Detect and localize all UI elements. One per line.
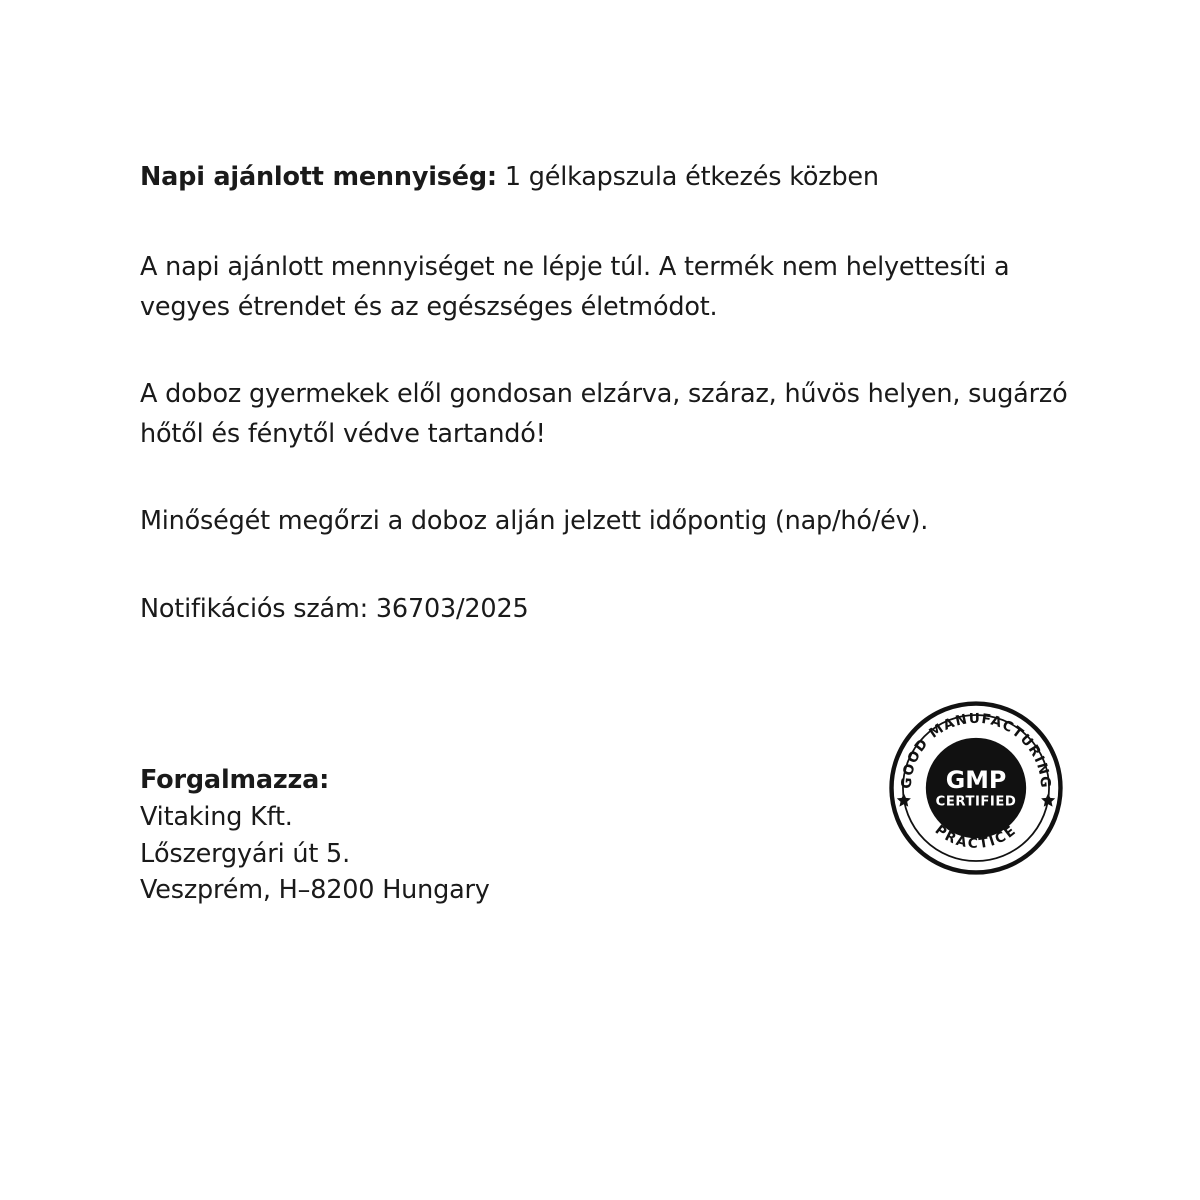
daily-dosage-value: 1 gélkapszula étkezés közben bbox=[496, 162, 879, 192]
warning-paragraph-diet: A napi ajánlott mennyiséget ne lépje túl. A termék nem helyettesíti a vegyes étrendet és az egészséges életmódot. bbox=[140, 252, 1010, 322]
daily-dosage-line bbox=[140, 160, 1090, 194]
svg-text:GMP: GMP bbox=[945, 766, 1007, 794]
label-text-block bbox=[140, 160, 1090, 628]
best-before-paragraph: Minőségét megőrzi a doboz alján jelzett időpontig (nap/hó/év). bbox=[140, 506, 929, 537]
distributor-city: Veszprém, H–8200 Hungary bbox=[140, 875, 490, 906]
distributor-title: Forgalmazza: bbox=[140, 765, 330, 795]
notification-number: Notifikációs szám: 36703/2025 bbox=[140, 594, 529, 624]
warning-paragraph-storage: A doboz gyermekek elől gondosan elzárva, száraz, hűvös helyen, sugárzó hőtől és fénytől védve tartandó! bbox=[140, 379, 1068, 449]
distributor-street: Lőszergyári út 5. bbox=[140, 838, 350, 869]
daily-dosage-label: Napi ajánlott mennyiség: bbox=[140, 162, 497, 192]
gmp-certified-seal-icon bbox=[888, 700, 1064, 876]
svg-text:CERTIFIED: CERTIFIED bbox=[935, 794, 1017, 810]
distributor-company: Vitaking Kft. bbox=[140, 802, 293, 832]
distributor-block bbox=[140, 765, 840, 909]
svg-text:GOOD MANUFACTURING: GOOD MANUFACTURING bbox=[898, 710, 1054, 790]
svg-text:PRACTICE: PRACTICE bbox=[931, 821, 1021, 853]
